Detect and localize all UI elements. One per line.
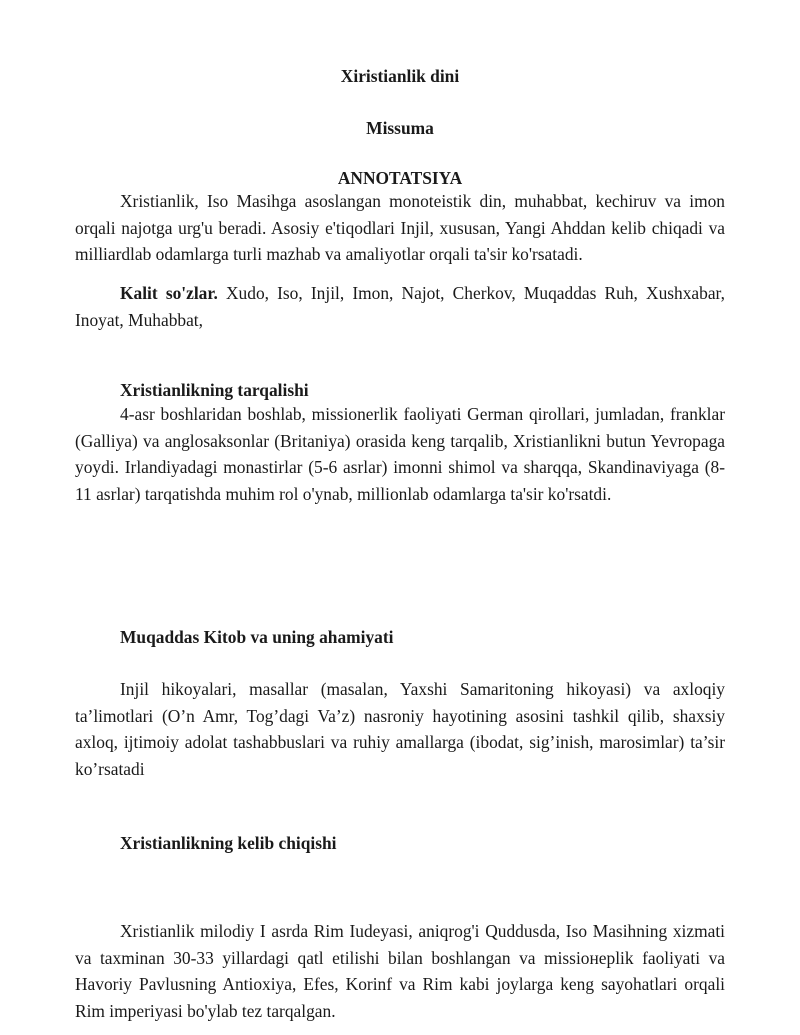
section-paragraph: Xristianlik milodiy I asrda Rim Iudeyasi, aniqrog'i Quddusda, Iso Masihning xizmati va taxminan 30-33 yillardagi qatl etilishi bilan boshlangan va missioнeplik faoliyati va Havoriy Pavlusning Antioxiya, Efes, Korinf va Rim kabi joylarga keng sayohatlari orqali Rim imperiyasi bo'ylab tez tarqalgan. — [75, 921, 725, 1021]
section-heading: Xristianlikning kelib chiqishi — [120, 833, 337, 853]
section-heading: Xristianlikning tarqalishi — [120, 380, 309, 400]
section-heading: Muqaddas Kitob va uning ahamiyati — [120, 627, 394, 647]
section-paragraph: 4-asr boshlaridan boshlab, missionerlik faoliyati German qirollari, jumladan, franklar (Galliya) va anglosaksonlar (Britaniya) orasida keng tarqalib, Xristianlikni butun Yevropaga yoydi. Irlandiyadagi monastirlar (5-6 asrlar) imonni shimol va sharqqa, Skandinaviyaga (8-11 asrlar) tarqatishda muhim rol o'ynab, millionlab odamlarga ta'sir ko'rsatdi. — [75, 404, 725, 504]
keywords-list: Xudo, Iso, Injil, Imon, Najot, Cherkov, Muqaddas Ruh, Xushxabar, Inoyat, Muhabbat, — [75, 283, 725, 330]
section-paragraph: Injil hikoyalari, masallar (masalan, Yaxshi Samaritoning hikoyasi) va axloqiy ta’limotlari (O’n Amr, Tog’dagi Va’z) nasroniy hayotining asosini tashkil qilib, shaxsiy axloq, ijtimoiy adolat tashabbuslari va ruhiy amallarga (ibodat, sig’inish, marosimlar) ta’sir ko’rsatadi — [75, 679, 725, 779]
keywords-paragraph — [75, 280, 725, 333]
keywords-label: Kalit so'zlar. — [120, 283, 218, 303]
document-title: Xiristianlik dini — [340, 66, 460, 86]
author-name: Missuma — [366, 118, 434, 138]
abstract-heading: ANNOTATSIYA — [337, 168, 463, 188]
abstract-paragraph: Xristianlik, Iso Masihga asoslangan monoteistik din, muhabbat, kechiruv va imon orqali najotga urg'u beradi. Asosiy e'tiqodlari Injil, xususan, Yangi Ahddan kelib chiqadi va milliardlab odamlarga turli mazhab va amaliyotlar orqali ta'sir ko'rsatadi. — [75, 191, 725, 264]
